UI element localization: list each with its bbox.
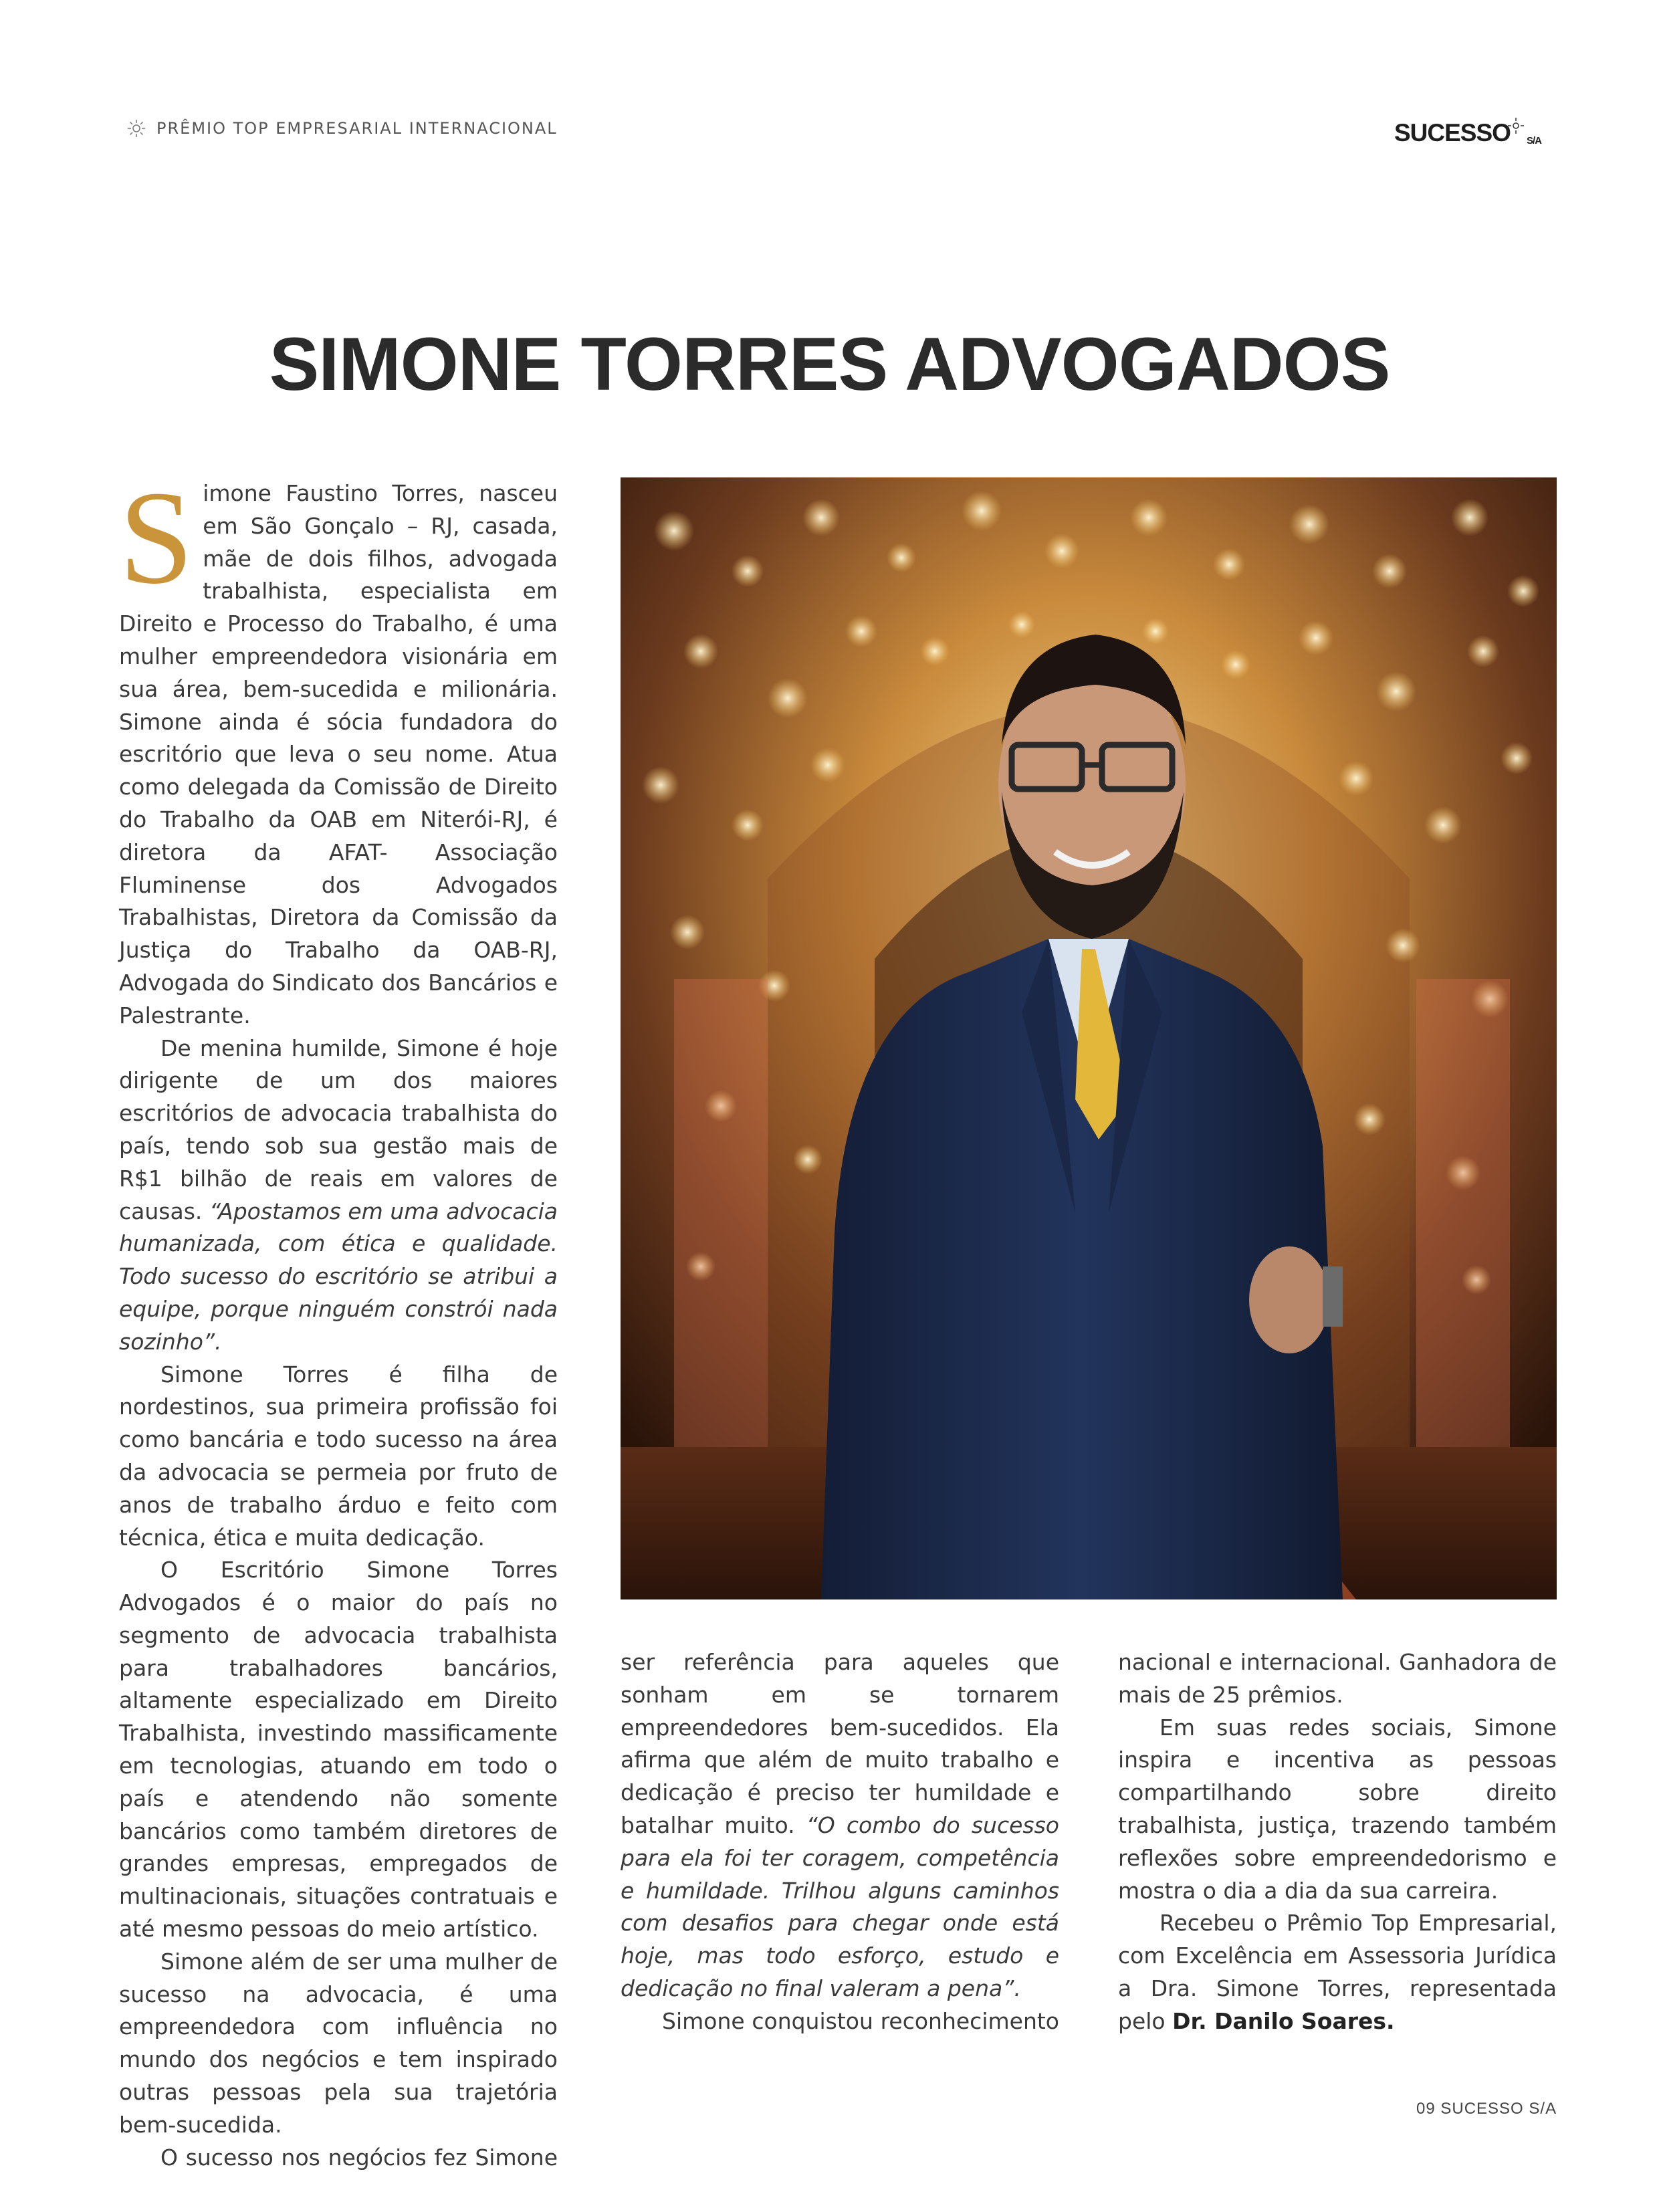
kicker-text: PRÊMIO TOP EMPRESARIAL INTERNACIONAL xyxy=(156,119,558,138)
paragraph-7-continued: nacional e internacional. Ganhadora de mais de 25 prêmios. xyxy=(1118,1649,1557,1708)
paragraph-6-continued xyxy=(621,1646,1059,2005)
logo-sun-icon xyxy=(1507,116,1525,135)
paragraph-9-bold: Dr. Danilo Soares. xyxy=(1172,2007,1395,2034)
portrait-photo xyxy=(621,477,1557,1599)
paragraph-5: Simone além de ser uma mulher de sucesso na advocacia, é uma empreendedora com influência no mundo dos negócios e tem inspirado outras pessoas pela sua trajetória bem-sucedida. xyxy=(119,1948,558,2138)
paragraph-1-text: imone Faustino Torres, nasceu em São Gonçalo – RJ, casada, mãe de dois filhos, advogada trabalhista, especialista em Direito e Processo do Trabalho, é uma mulher empreendedora visionária em sua área, bem-sucedida e milionária. Simone ainda é sócia fundadora do escritório que leva o seu nome. Atua como delegada da Comissão de Direito do Trabalho da OAB em Niterói-RJ, é diretora da AFAT- Associação Fluminense dos Advogados Trabalhistas, Diretora da Comissão da Justiça do Trabalho da OAB-RJ, Advogada do Sindicato dos Bancários e Palestrante. xyxy=(119,480,558,1028)
article-column-1 xyxy=(119,464,558,2174)
paragraph-2-text: De menina humilde, Simone é hoje dirigente de um dos maiores escritórios de advocacia trabalhista do país, tendo sob sua gestão mais de R$1 bilhão de reais em valores de causas. xyxy=(119,1034,558,1224)
paragraph-7-start: Simone conquistou reconhecimento xyxy=(662,2007,1059,2034)
page-number: 09 SUCESSO S/A xyxy=(1416,2100,1557,2118)
article-title: SIMONE TORRES ADVOGADOS xyxy=(269,322,1390,406)
paragraph-9 xyxy=(1118,1907,1557,2037)
paragraph-4: O Escritório Simone Torres Advogados é o maior do país no segmento de advocacia trabalhista para trabalhadores bancários, altamente especializado em Direito Trabalhista, investindo massificamente em tecnologias, atuando em todo o país e atendendo não somente bancários como também diretores de grandes empresas, empregados de multinacionais, situações contratuais e até mesmo pessoas do meio artístico. xyxy=(119,1557,558,1943)
paragraph-6-quote: “O combo do sucesso para ela foi ter coragem, competência e humildade. Trilhou alguns caminhos com desafios para chegar onde está hoje, mas todo esforço, estudo e dedicação no final valeram a pena”. xyxy=(621,1811,1059,2001)
sun-icon xyxy=(127,119,146,138)
paragraph-9-text: Recebeu o Prêmio Top Empresarial, com Excelência em Assessoria Jurídica a Dra. Simone Torres, representada pelo xyxy=(1118,1910,1557,2034)
article-column-2 xyxy=(621,1646,1059,2038)
sucesso-logo xyxy=(1394,119,1541,147)
paragraph-8: Em suas redes sociais, Simone inspira e incentiva as pessoas compartilhando sobre direito trabalhista, justiça, trazendo também reflexões sobre empreendedorismo e mostra o dia a dia da sua carreira. xyxy=(1118,1714,1557,1904)
dropcap: S xyxy=(119,464,194,612)
paragraph-3: Simone Torres é filha de nordestinos, sua primeira profissão foi como bancária e todo sucesso na área da advocacia se permeia por fruto de anos de trabalho árduo e feito com técnica, ética e muita dedicação. xyxy=(119,1361,558,1551)
paragraph-2-quote: “Apostamos em uma advocacia humanizada, com ética e qualidade. Todo sucesso do escritório se atribui a equipe, porque ninguém constrói nada sozinho”. xyxy=(119,1198,558,1355)
article-column-3 xyxy=(1118,1646,1557,2038)
section-kicker xyxy=(127,119,558,138)
logo-suffix: S/A xyxy=(1526,135,1541,146)
paragraph-2 xyxy=(119,1032,558,1359)
paragraph-6-text: ser referência para aqueles que sonham em se tornarem empreendedores bem-sucedidos. Ela afirma que além de muito trabalho e dedicação é preciso ter humildade e batalhar muito. xyxy=(621,1649,1059,1838)
paragraph-6-start: O sucesso nos negócios fez Simone xyxy=(160,2144,558,2171)
paragraph-1 xyxy=(119,464,558,1032)
logo-text: SUCESSO xyxy=(1394,119,1511,146)
